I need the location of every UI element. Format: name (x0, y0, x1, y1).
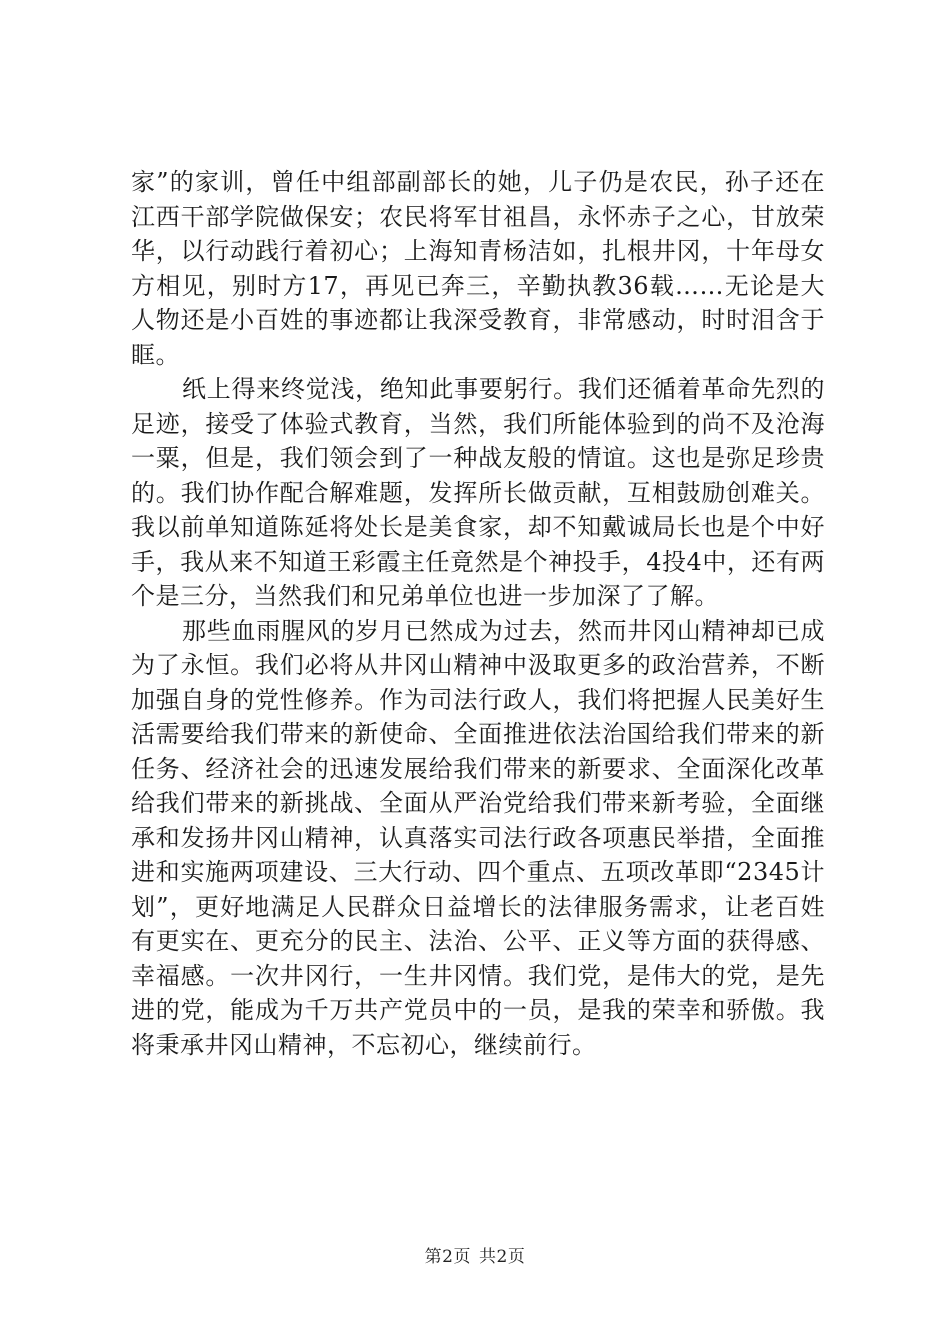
document-body (131, 165, 825, 1062)
paragraph-conclusion: 那些血雨腥风的岁月已然成为过去，然而井冈山精神却已成为了永恒。我们必将从井冈山精神中汲取更多的政治营养，不断加强自身的党性修养。作为司法行政人，我们将把握人民美好生活需要给我们带来的新使命、全面推进依法治国给我们带来的新任务、经济社会的迅速发展给我们带来的新要求、全面深化改革给我们带来的新挑战、全面从严治党给我们带来新考验，全面继承和发扬井冈山精神，认真落实司法行政各项惠民举措，全面推进和实施两项建设、三大行动、四个重点、五项改革即“2345计划”，更好地满足人民群众日益增长的法律服务需求，让老百姓有更实在、更充分的民主、法治、公平、正义等方面的获得感、幸福感。一次井冈行，一生井冈情。我们党，是伟大的党，是先进的党，能成为千万共产党员中的一员，是我的荣幸和骄傲。我将秉承井冈山精神，不忘初心，继续前行。 (131, 616, 825, 1059)
paragraph-continued: 家”的家训，曾任中组部副部长的她，儿子仍是农民，孙子还在江西干部学院做保安；农民将军甘祖昌，永怀赤子之心，甘放荣华，以行动践行着初心；上海知青杨洁如，扎根井冈，十年母女方相见，别时方17，再见已奔三，辛勤执教36载……无论是大人物还是小百姓的事迹都让我深受教育，非常感动，时时泪含于眶。 (131, 168, 825, 369)
page-number: 第2页 (424, 1247, 471, 1267)
paragraph-experience: 纸上得来终觉浅，绝知此事要躬行。我们还循着革命先烈的足迹，接受了体验式教育，当然，我们所能体验到的尚不及沧海一粟，但是，我们领会到了一种战友般的情谊。这也是弥足珍贵的。我们协作配合解难题，发挥所长做贡献，互相鼓励创难关。我以前单知道陈延将处长是美食家，却不知戴诚局长也是个中好手，我从来不知道王彩霞主任竟然是个神投手，4投4中，还有两个是三分，当然我们和兄弟单位也进一步加深了了解。 (131, 375, 825, 610)
page-total: 共2页 (479, 1247, 526, 1267)
page-footer (0, 1242, 950, 1267)
